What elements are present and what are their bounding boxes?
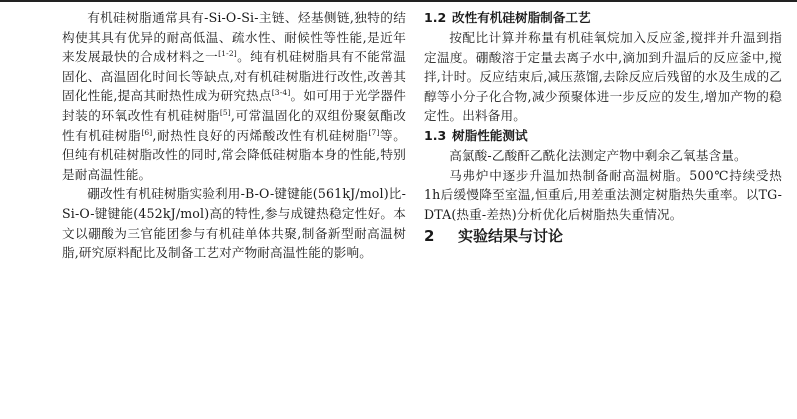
intro-text-4: ,可常温固化的双组份聚氨酯改性有机硅树脂: [62, 107, 406, 143]
section-1-3-heading: [424, 126, 782, 146]
citation-1-2: [1-2]: [218, 49, 237, 58]
intro-text-3: 。如可用于光学器件封装的环氧改性有机硅树脂: [62, 88, 406, 123]
intro-text-5: ,耐热性良好的丙烯酸改性有机硅树脂: [152, 127, 369, 143]
right-column: [424, 8, 782, 248]
intro-text-2: 。纯有机硅树脂具有不能常温固化、高温固化时间长等缺点,对有机硅树脂进行改性,改善其固化性能,提高其耐热性成为研究热点: [62, 49, 406, 104]
intro-text-1: 有机硅树脂通常具有-Si-O-Si-主链、烃基侧链,独特的结构使其具有优异的耐高低温、疏水性、耐候性等性能,是近年来发展最快的合成材料之一: [62, 10, 406, 65]
section-title: 树脂性能测试: [452, 127, 528, 143]
citation-3-4: [3-4]: [271, 88, 291, 98]
section-2-heading: [424, 224, 782, 248]
intro-paragraph: [62, 8, 406, 184]
citation-6: [6]: [141, 127, 153, 137]
section-title: 改性有机硅树脂制备工艺: [452, 10, 591, 25]
left-column: [62, 8, 406, 263]
section-1-3-text-1: 高氯酸-乙酸酐乙酰化法测定产物中剩余乙氧基含量。: [449, 147, 747, 163]
citation-7: [7]: [368, 127, 380, 137]
section-number: 1.2: [424, 10, 447, 25]
section-number: 1.3: [424, 127, 447, 143]
section-number: 2: [424, 227, 435, 246]
top-rule: [0, 0, 797, 2]
section-1-3-text-2: 马弗炉中逐步升温加热制备耐高温树脂。500℃持续受热1h后缓慢降至室温,恒重后,用差重法测定树脂热失重率。以TG-DTA(热重-差热)分析优化后树脂热失重情况。: [424, 167, 782, 222]
section-title: 实验结果与讨论: [458, 227, 564, 246]
section-1-2-text: 按配比计算并称量有机硅氧烷加入反应釜,搅拌并升温到指定温度。硼酸溶于定量去离子水中,滴加到升温后的反应釜中,搅拌,计时。反应结束后,减压蒸馏,去除反应后残留的水及生成的乙醇等小分子化合物,减少预聚体进一步反应的发生,增加产物的稳定性。出料备用。: [424, 30, 782, 124]
section-1-2-heading: [424, 8, 782, 28]
intro-text-6: 等。但纯有机硅树脂改性的同时,常会降低硅树脂本身的性能,特别是耐高温性能。: [62, 127, 406, 182]
boron-paragraph: 硼改性有机硅树脂实验利用-B-O-键键能(561kJ/mol)比-Si-O-键键能(452kJ/mol)高的特性,参与成键热稳定性好。本文以硼酸为三官能团参与有机硅单体共聚,制备新型耐高温树脂,研究原料配比及制备工艺对产物耐高温性能的影响。: [62, 186, 406, 261]
citation-5: [5]: [219, 107, 231, 117]
